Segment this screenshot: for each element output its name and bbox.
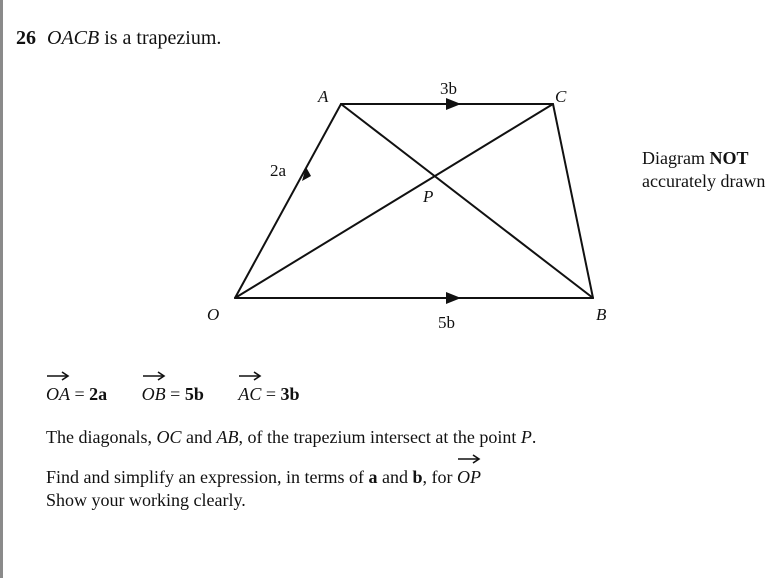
vector-arrow-icon	[46, 371, 70, 381]
vector-oa: OA	[46, 384, 70, 405]
point-label-b: B	[596, 305, 607, 324]
vector-ac: AC	[238, 384, 261, 405]
vector-arrow-icon	[142, 371, 166, 381]
vector-ac-definition: AC = 3b	[238, 384, 299, 405]
side-oa	[235, 104, 341, 298]
side-label-oa: 2a	[270, 161, 287, 180]
question-number: 26	[16, 27, 36, 49]
side-label-ac: 3b	[440, 79, 457, 98]
vector-op: OP	[457, 467, 481, 488]
vector-ob: OB	[142, 384, 166, 405]
note-emphasis: NOT	[709, 148, 749, 168]
working-instruction: Show your working clearly.	[46, 490, 246, 510]
point-label-c: C	[555, 87, 567, 106]
arrow-ac-icon	[446, 98, 461, 110]
point-label-a: A	[318, 87, 329, 106]
vector-arrow-icon	[457, 454, 481, 464]
vector-definitions	[46, 384, 330, 405]
side-label-ob: 5b	[438, 313, 455, 332]
point-label-p: P	[423, 187, 434, 206]
diagonal-ab	[341, 104, 593, 298]
diagonal-oc	[235, 104, 553, 298]
side-cb	[553, 104, 593, 298]
shape-name: OACB	[47, 27, 100, 49]
diagonals-statement: The diagonals, OC and AB, of the trapezium intersect at the point P.	[46, 427, 537, 447]
point-label-o: O	[207, 305, 220, 324]
note-text: Diagram	[642, 148, 710, 168]
diagram-note	[642, 147, 765, 193]
question-statement: is a trapezium.	[104, 27, 222, 49]
vector-ob-definition: OB = 5b	[142, 384, 204, 405]
arrow-ob-icon	[446, 292, 461, 304]
vector-arrow-icon	[238, 371, 262, 381]
find-instruction: Find and simplify an expression, in terms of a and b, for OP	[46, 467, 481, 488]
vector-oa-definition: OA = 2a	[46, 384, 107, 405]
note-line-2: accurately drawn	[642, 171, 766, 191]
